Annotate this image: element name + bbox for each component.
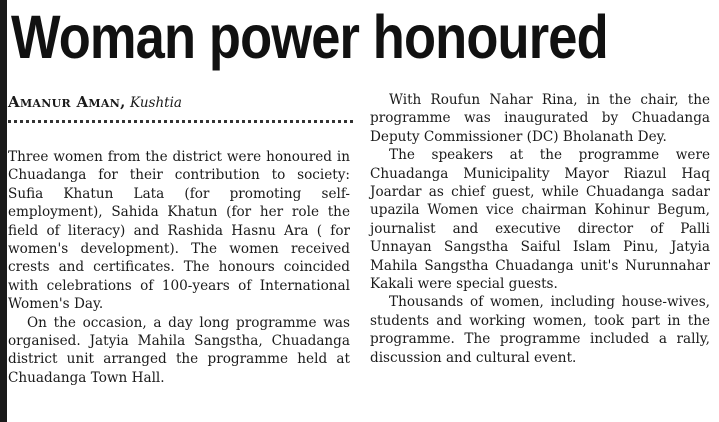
paragraph-4: The speakers at the programme were Chuadanga Municipality Mayor Riazul Haq Joardar as chief guest, while Chuadanga sadar upazila Women vice chairman Kohinur Begum, journalist and executive director of Palli Unnayan Sangstha Saiful Islam Pinu, Jatyia Mahila Sangstha Chuadanga unit's Nurunnahar Kakali were special guests. [370,147,710,293]
dotted-separator [8,120,353,123]
paragraph-2: On the occasion, a day long programme was organised. Jatyia Mahila Sangstha, Chuadanga district unit arranged the programme held at Chuadanga Town Hall. [8,314,350,386]
paragraph-5: Thousands of women, including house-wives, students and working women, took part in the programme. The programme included a rally, discussion and cultural event. [370,294,710,366]
paragraph-3: With Roufun Nahar Rina, in the chair, the programme was inaugurated by Chuadanga Deputy Commissioner (DC) Bholanath Dey. [370,92,710,145]
article-column-left [8,148,350,387]
byline-author: Amanur Aman, [8,93,126,111]
byline [8,93,353,112]
left-column-rule [0,0,7,422]
article-column-right [370,91,710,367]
headline: Woman power honoured [11,3,608,71]
byline-location: Kushtia [130,95,182,111]
paragraph-1: Three women from the district were honoured in Chuadanga for their contribution to society: Sufia Khatun Lata (for promoting self-employment), Sahida Khatun (for her role the field of literacy) and Rashida Hasnu Ara ( for women's development). The women received crests and certificates. The honours coincided with celebrations of 100-years of International Women's Day. [8,149,350,313]
